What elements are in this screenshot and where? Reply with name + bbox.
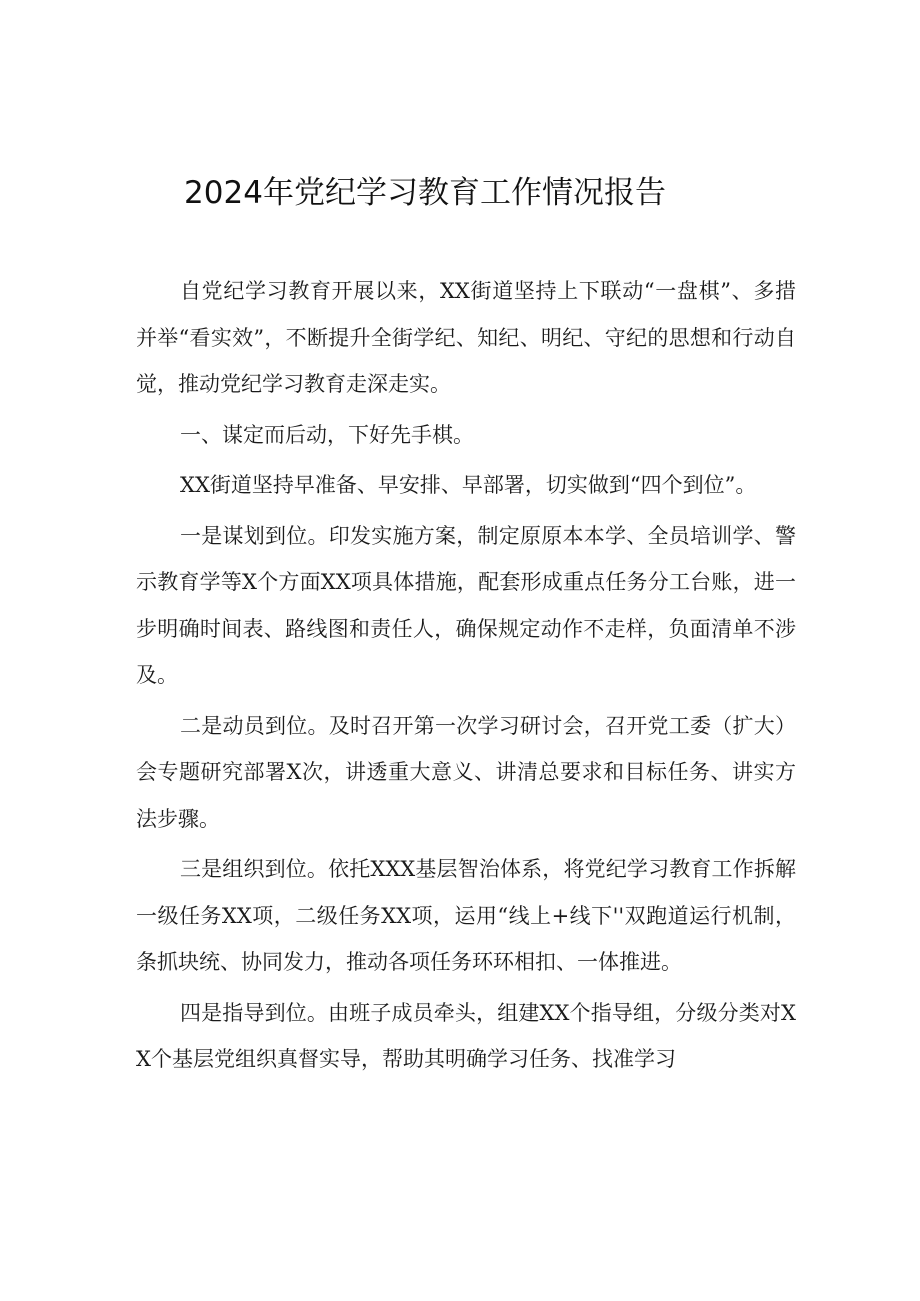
- paragraph-four-in-place: XX街道坚持早准备、早安排、早部署，切实做到“四个到位”。: [180, 473, 757, 497]
- document-title: 2024年党纪学习教育工作情况报告: [184, 175, 666, 211]
- paragraph-guidance: 四是指导到位。由班子成员牵头，组建XX个指导组，分级分类对XX个基层党组织真督实导，帮助其明确学习任务、找准学习: [136, 1000, 796, 1071]
- section-heading-1: 一、谋定而后动，下好先手棋。: [180, 422, 474, 447]
- paragraph-intro: 自党纪学习教育开展以来，XX街道坚持上下联动“一盘棋”、多措并举“看实效”，不断提升全街学纪、知纪、明纪、守纪的思想和行动自觉，推动党纪学习教育走深走实。: [136, 279, 796, 396]
- paragraph-organization: 三是组织到位。依托XXX基层智治体系，将党纪学习教育工作拆解一级任务XX项，二级任务XX项，运用“线上+线下''双跑道运行机制，条抓块统、协同发力，推动各项任务环环相扣、一体推进。: [136, 857, 796, 974]
- paragraph-planning: 一是谋划到位。印发实施方案，制定原原本本学、全员培训学、警示教育学等X个方面XX项具体措施，配套形成重点任务分工台账，进一步明确时间表、路线图和责任人，确保规定动作不走样，负面清单不涉及。: [136, 523, 796, 687]
- paragraph-mobilization: 二是动员到位。及时召开第一次学习研讨会，召开党工委（扩大）会专题研究部署X次，讲透重大意义、讲清总要求和目标任务、讲实方法步骤。: [136, 713, 796, 831]
- document-body: [136, 268, 796, 1087]
